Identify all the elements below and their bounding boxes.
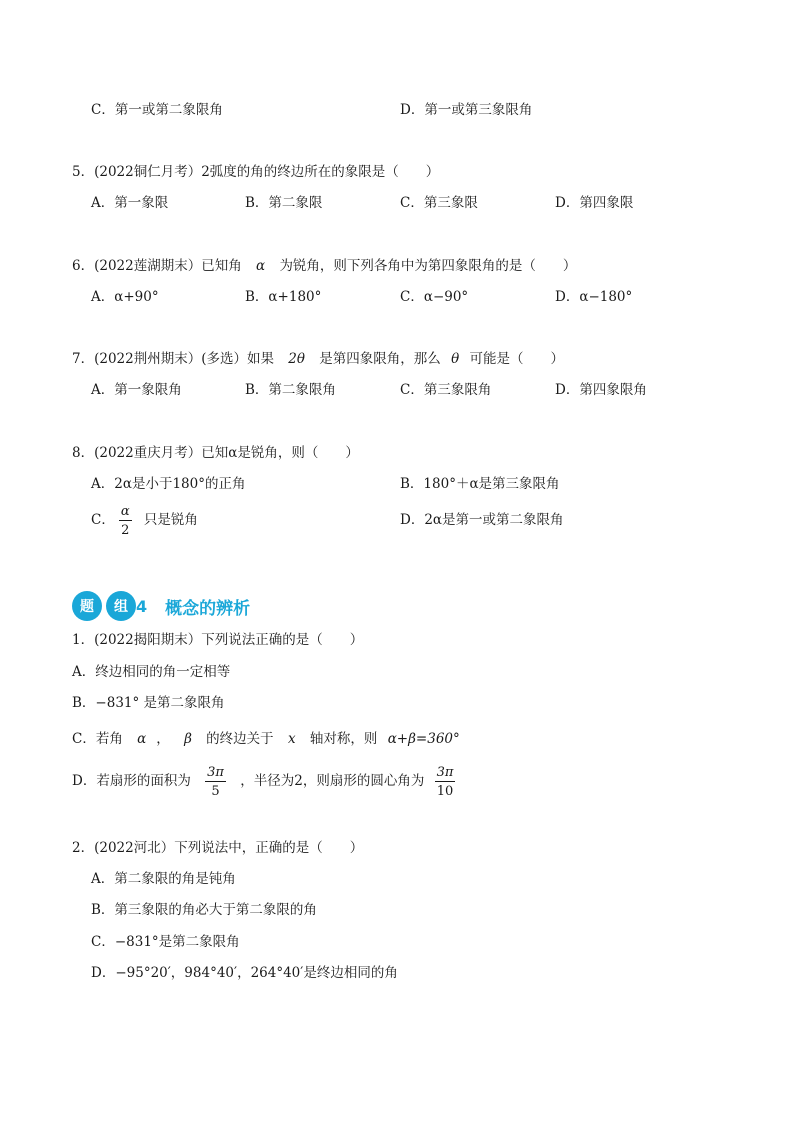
g1-x: x	[287, 731, 296, 747]
q8-option-d: D．2α是第一或第二象限角	[400, 512, 564, 528]
q7-stem-pre: 7．(2022荆州期末）(多选）如果	[72, 351, 274, 367]
q8-option-c-denominator: 2	[121, 522, 130, 538]
g1-area-numerator: 3π	[207, 764, 224, 780]
g1-option-a: A．终边相同的角一定相等	[72, 664, 231, 680]
g1-area-denominator: 5	[211, 783, 220, 799]
group-badge-zu: 组	[106, 591, 136, 621]
g1-fraction-area	[205, 766, 226, 798]
g1-option-c	[72, 729, 460, 749]
q7-option-d: D．第四象限角	[555, 382, 647, 398]
q4-option-d: D．第一或第三象限角	[400, 102, 533, 118]
q7-stem-mid: 是第四象限角，那么	[319, 351, 441, 367]
g1-comma: ，	[156, 731, 170, 747]
q5-option-b: B．第二象限	[245, 195, 323, 211]
q7-option-b: B．第二象限角	[245, 382, 336, 398]
g1-option-b: B．−831° 是第二象限角	[72, 695, 225, 711]
g1-option-c-post: 轴对称，则	[309, 731, 378, 747]
q7-stem-post: 可能是（ ）	[469, 351, 565, 367]
g2-option-a: A．第二象限的角是钝角	[91, 871, 236, 887]
q5-option-d: D．第四象限	[555, 195, 634, 211]
g1-option-c-pre: C．若角	[72, 731, 123, 747]
q6-option-a: A．α+90°	[91, 289, 159, 305]
q5-stem: 5．(2022铜仁月考）2弧度的角的终边所在的象限是（ ）	[72, 164, 440, 180]
g1-stem: 1．(2022揭阳期末）下列说法正确的是（ ）	[72, 632, 364, 648]
g1-option-d	[72, 760, 459, 802]
q4-option-c: C．第一或第二象限角	[91, 102, 223, 118]
group-title: 概念的辨析	[165, 598, 251, 619]
q7-option-a: A．第一象限角	[91, 382, 182, 398]
q7-option-c: C．第三象限角	[400, 382, 492, 398]
q8-option-c-fraction	[119, 505, 132, 537]
q8-option-b: B．180°＋α是第三象限角	[400, 476, 560, 492]
q6-option-d: D．α−180°	[555, 289, 633, 305]
q8-option-c-post: 只是锐角	[143, 512, 198, 528]
group-number: 4	[136, 596, 148, 616]
group-heading	[72, 589, 250, 623]
g1-equation: α+β=360°	[387, 731, 460, 747]
g2-option-b: B．第三象限的角必大于第二象限的角	[91, 902, 317, 918]
q6-stem-pre: 6．(2022莲湖期末）已知角	[72, 258, 242, 274]
q7-stem	[72, 349, 564, 369]
g2-option-d: D．−95°20′，984°40′，264°40′是终边相同的角	[91, 965, 398, 981]
q7-theta: θ	[451, 351, 460, 367]
q6-option-c: C．α−90°	[400, 289, 469, 305]
q8-option-c-pre: C．	[91, 512, 115, 528]
q6-stem-post: 为锐角，则下列各角中为第四象限角的是（ ）	[279, 258, 577, 274]
q8-option-a: A．2α是小于180°的正角	[91, 476, 246, 492]
g1-beta: β	[184, 731, 192, 747]
q6-option-b: B．α+180°	[245, 289, 322, 305]
g1-alpha: α	[137, 731, 147, 747]
q5-option-c: C．第三象限	[400, 195, 478, 211]
q6-alpha: α	[256, 258, 266, 274]
g1-angle-numerator: 3π	[436, 764, 454, 780]
g1-fraction-angle	[435, 766, 456, 798]
q8-option-c	[91, 500, 198, 540]
g2-option-c: C．−831°是第二象限角	[91, 934, 240, 950]
g1-option-d-pre: D．若扇形的面积为	[72, 773, 191, 789]
q7-two-theta: 2θ	[288, 351, 305, 367]
q6-stem	[72, 256, 576, 276]
g1-angle-denominator: 10	[436, 783, 454, 799]
q8-stem: 8．(2022重庆月考）已知α是锐角，则（ ）	[72, 445, 359, 461]
g1-option-d-mid: ，半径为2，则扇形的圆心角为	[240, 773, 425, 789]
group-badge-ti: 题	[72, 591, 102, 621]
q8-option-c-numerator: α	[120, 503, 130, 519]
g1-option-c-mid: 的终边关于	[206, 731, 274, 747]
q5-option-a: A．第一象限	[91, 195, 169, 211]
g2-stem: 2．(2022河北）下列说法中，正确的是（ ）	[72, 840, 364, 856]
